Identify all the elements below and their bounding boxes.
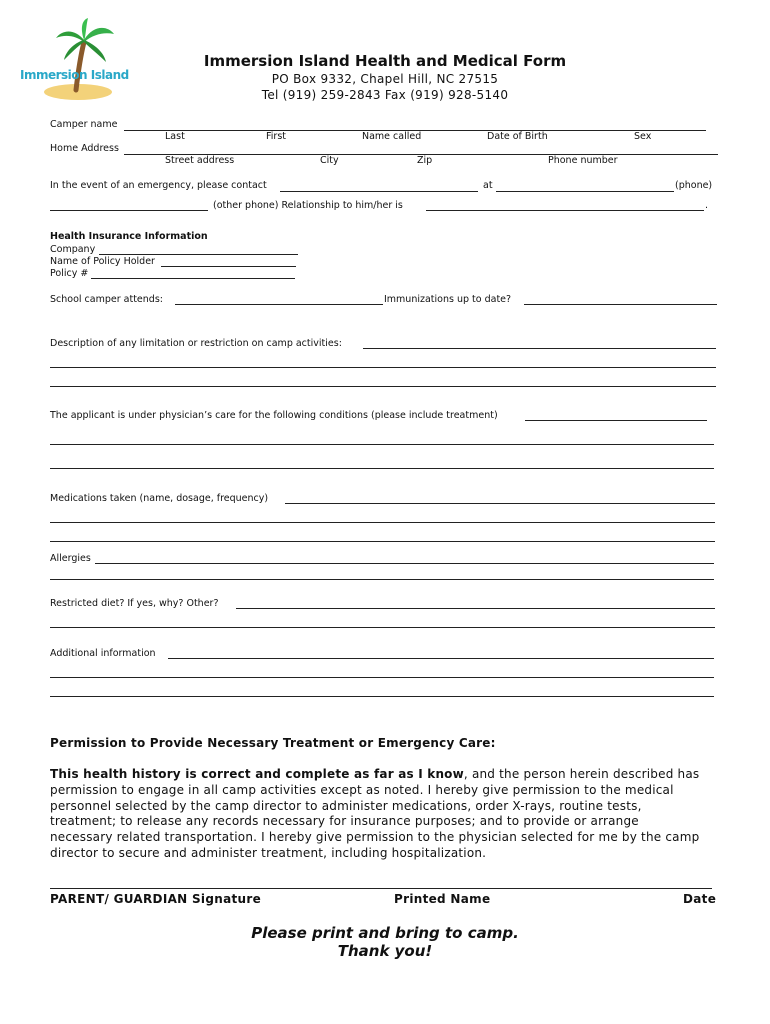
camper-last-label: Last <box>165 131 185 142</box>
additional-line-2[interactable] <box>50 677 714 678</box>
camper-name-label: Camper name <box>50 119 118 130</box>
permission-line-1: This health history is correct and complete as far as I know, and the person herein described has <box>50 767 700 781</box>
home-city-label: City <box>320 155 339 166</box>
home-zip-label: Zip <box>417 155 433 166</box>
additional-line-1[interactable] <box>168 658 714 659</box>
permission-line-2: permission to engage in all camp activities except as noted. I hereby give permission to the medical <box>50 782 674 797</box>
diet-line-2[interactable] <box>50 627 715 628</box>
relationship-line[interactable] <box>426 210 704 211</box>
insurance-policy-label: Policy # <box>50 268 89 279</box>
permission-line-6: director to secure and administer treatment, including hospitalization. <box>50 845 487 860</box>
insurance-company-line[interactable] <box>99 254 298 255</box>
camper-called-label: Name called <box>362 131 422 142</box>
insurance-heading: Health Insurance Information <box>50 231 208 242</box>
allergies-label: Allergies <box>50 553 91 564</box>
camper-dob-label: Date of Birth <box>487 131 548 142</box>
parent-signature-label: PARENT/ GUARDIAN Signature <box>50 892 262 906</box>
emergency-contact-line[interactable] <box>280 191 478 192</box>
permission-line-5: necessary related transportation. I hereby give permission to the physician selected for me by the camp <box>50 830 700 845</box>
additional-line-3[interactable] <box>50 696 714 697</box>
permission-heading: Permission to Provide Necessary Treatment or Emergency Care: <box>50 736 496 750</box>
header-address: PO Box 9332, Chapel Hill, NC 27515 <box>271 72 499 86</box>
page-title: Immersion Island Health and Medical Form <box>203 52 567 70</box>
insurance-holder-line[interactable] <box>161 266 296 267</box>
medications-label: Medications taken (name, dosage, frequency) <box>50 493 269 504</box>
physician-line-1[interactable] <box>525 420 707 421</box>
limitations-line-3[interactable] <box>50 386 716 387</box>
other-phone-line[interactable] <box>50 210 208 211</box>
emergency-at-label: at <box>483 180 493 191</box>
home-address-label: Home Address <box>50 143 119 154</box>
additional-label: Additional information <box>50 648 156 659</box>
home-phone-label: Phone number <box>548 155 618 166</box>
medications-line-2[interactable] <box>50 522 715 523</box>
physician-line-2[interactable] <box>50 444 714 445</box>
footer-thanks: Thank you! <box>337 942 433 960</box>
physician-line-3[interactable] <box>50 468 714 469</box>
permission-paragraph <box>50 767 720 862</box>
limitations-line-2[interactable] <box>50 367 716 368</box>
school-line[interactable] <box>175 304 383 305</box>
insurance-holder-label: Name of Policy Holder <box>50 256 155 267</box>
emergency-phone-label: (phone) <box>675 180 713 191</box>
footer-instruction: Please print and bring to camp. <box>251 924 519 942</box>
limitations-label: Description of any limitation or restriction on camp activities: <box>50 338 342 349</box>
allergies-line-2[interactable] <box>50 579 714 580</box>
permission-lead: This health history is correct and complete as far as I know <box>50 767 464 781</box>
limitations-line-1[interactable] <box>363 348 716 349</box>
logo-text: Immersion Island <box>20 68 129 82</box>
medications-line-3[interactable] <box>50 541 715 542</box>
immunizations-label: Immunizations up to date? <box>384 294 512 305</box>
header-phones: Tel (919) 259-2843 Fax (919) 928-5140 <box>261 88 509 102</box>
diet-line-1[interactable] <box>236 608 715 609</box>
physician-label: The applicant is under physician’s care for the following conditions (please include treatment) <box>50 410 498 421</box>
school-label: School camper attends: <box>50 294 163 305</box>
insurance-policy-line[interactable] <box>91 278 295 279</box>
permission-line-3: personnel selected by the camp director to administer medications, order X-rays, routine tests, <box>50 798 642 813</box>
immunizations-line[interactable] <box>524 304 717 305</box>
other-phone-label: (other phone) Relationship to him/her is <box>213 200 403 211</box>
insurance-company-label: Company <box>50 244 96 255</box>
printed-name-label: Printed Name <box>394 892 491 906</box>
camper-sex-label: Sex <box>634 131 652 142</box>
allergies-line-1[interactable] <box>95 563 714 564</box>
camper-first-label: First <box>266 131 286 142</box>
medications-line-1[interactable] <box>285 503 715 504</box>
emergency-contact-label: In the event of an emergency, please contact <box>50 180 267 191</box>
permission-line-4: treatment; to release any records necessary for insurance purposes; and to provide or arrange <box>50 814 639 829</box>
relationship-end: . <box>705 200 709 211</box>
date-label: Date <box>683 892 717 906</box>
diet-label: Restricted diet? If yes, why? Other? <box>50 598 219 609</box>
emergency-phone-line[interactable] <box>496 191 674 192</box>
signature-line[interactable] <box>50 888 712 889</box>
home-street-label: Street address <box>165 155 235 166</box>
